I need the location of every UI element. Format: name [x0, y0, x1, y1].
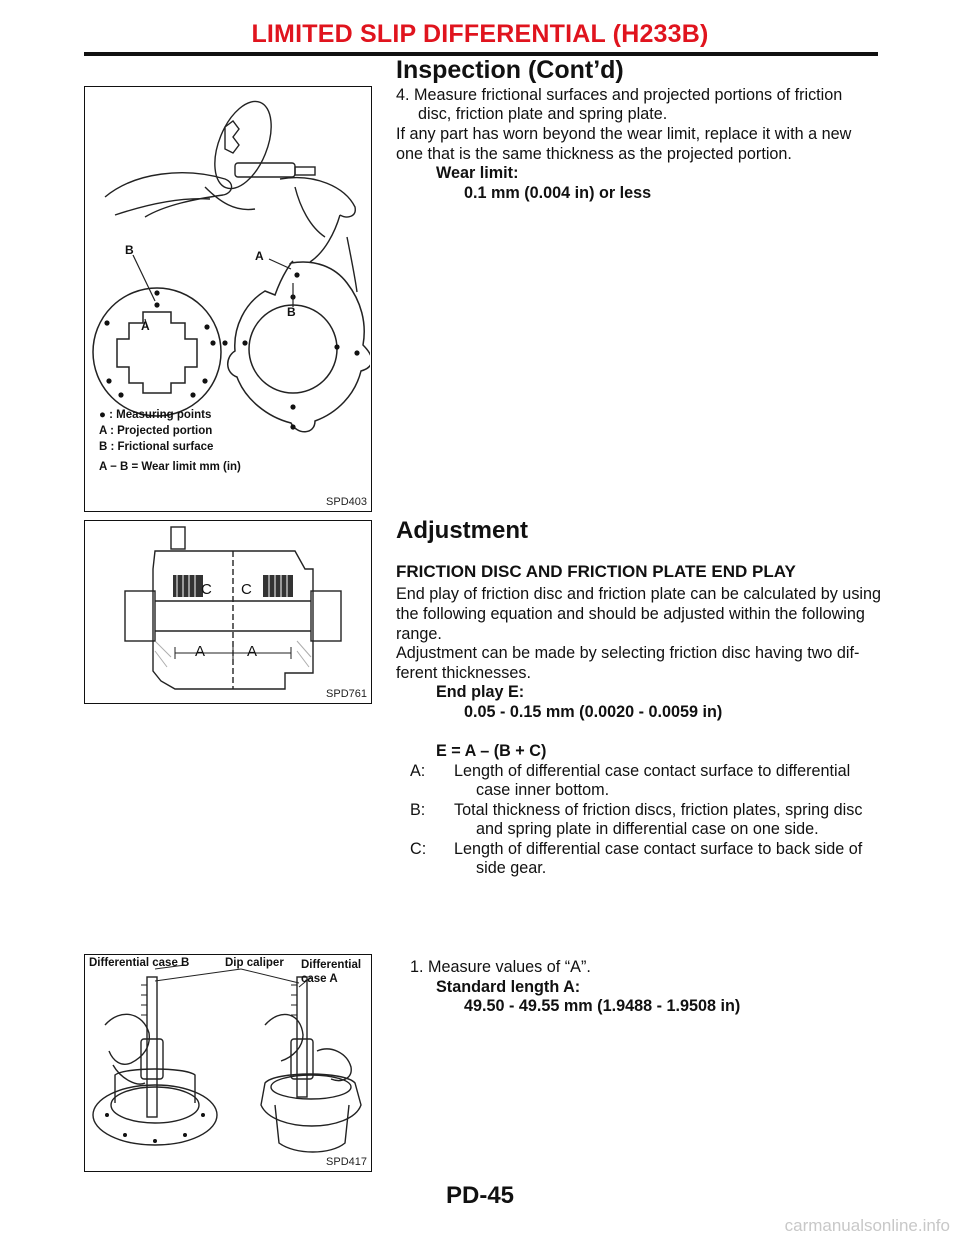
figure-spd403: [84, 86, 372, 512]
def-a-key: A:: [410, 762, 426, 780]
label-a-2: A: [247, 643, 258, 660]
def-a-line1: Length of differential case contact surface to differential: [454, 762, 851, 780]
figure-spd761: [84, 520, 372, 704]
adjustment-p1-line1: End play of friction disc and friction plate can be calculated by using: [396, 585, 882, 603]
section-subtitle: Inspection (Cont’d): [396, 56, 624, 84]
step1-line: 1. Measure values of “A”.: [410, 958, 591, 976]
label-c-2: C: [241, 581, 252, 598]
standard-length-value: 49.50 - 49.55 mm (1.9488 - 1.9508 in): [464, 997, 741, 1015]
section-title: LIMITED SLIP DIFFERENTIAL (H233B): [251, 20, 709, 48]
def-c-line2: side gear.: [476, 859, 547, 877]
label-differential-case-a-1: Differential: [301, 959, 362, 971]
label-b-left: B: [125, 243, 134, 257]
figure-code: SPD417: [326, 1156, 367, 1168]
end-play-value: 0.05 - 0.15 mm (0.0020 - 0.0059 in): [464, 703, 723, 721]
adjustment-p2-line1: Adjustment can be made by selecting friction disc having two dif-: [396, 644, 860, 662]
end-play-equation: E = A – (B + C): [436, 742, 547, 760]
figure-spd417: [84, 954, 372, 1172]
label-a-1: A: [195, 643, 206, 660]
legend-frictional-surface: B : Frictional surface: [99, 441, 214, 453]
legend-projected-portion: A : Projected portion: [99, 425, 213, 437]
wear-limit-label: Wear limit:: [436, 164, 519, 182]
differential-case-section: [85, 521, 370, 702]
adjustment-p1-line2: the following equation and should be adjusted within the following: [396, 605, 865, 623]
def-b-line2: and spring plate in differential case on one side.: [476, 820, 819, 838]
figure-code: SPD761: [326, 688, 367, 700]
adjustment-p1-line3: range.: [396, 625, 442, 643]
adjustment-heading: Adjustment: [396, 517, 528, 544]
standard-length-label: Standard length A:: [436, 978, 581, 996]
end-play-label: End play E:: [436, 683, 525, 701]
label-a-left: A: [141, 319, 150, 333]
step4-para1: If any part has worn beyond the wear limit, replace it with a new: [396, 125, 852, 143]
watermark: carmanualsonline.info: [784, 1216, 950, 1235]
label-dip-caliper: Dip caliper: [225, 957, 284, 969]
label-a-right: A: [255, 249, 264, 263]
label-differential-case-b: Differential case B: [89, 957, 190, 969]
dip-caliper-illustration: [85, 955, 370, 1170]
step4-line1: 4. Measure frictional surfaces and projected portions of friction: [396, 86, 843, 104]
label-differential-case-a-2: case A: [301, 973, 338, 985]
step4-line2: disc, friction plate and spring plate.: [418, 105, 668, 123]
legend-measuring-points: ● : Measuring points: [99, 409, 212, 421]
def-c-line1: Length of differential case contact surface to back side of: [454, 840, 863, 858]
label-c-1: C: [201, 581, 212, 598]
end-play-subheading: FRICTION DISC AND FRICTION PLATE END PLAY: [396, 562, 796, 581]
label-b-right: B: [287, 305, 296, 319]
def-b-key: B:: [410, 801, 426, 819]
wear-limit-value: 0.1 mm (0.004 in) or less: [464, 184, 652, 202]
legend-wear-limit: A − B = Wear limit mm (in): [99, 461, 241, 473]
figure-code: SPD403: [326, 496, 367, 508]
step4-para2: one that is the same thickness as the projected portion.: [396, 145, 792, 163]
def-b-line1: Total thickness of friction discs, friction plates, spring disc: [454, 801, 863, 819]
page-number: PD-45: [445, 1182, 515, 1209]
def-c-key: C:: [410, 840, 427, 858]
def-a-line2: case inner bottom.: [476, 781, 610, 799]
adjustment-p2-line2: ferent thicknesses.: [396, 664, 531, 682]
